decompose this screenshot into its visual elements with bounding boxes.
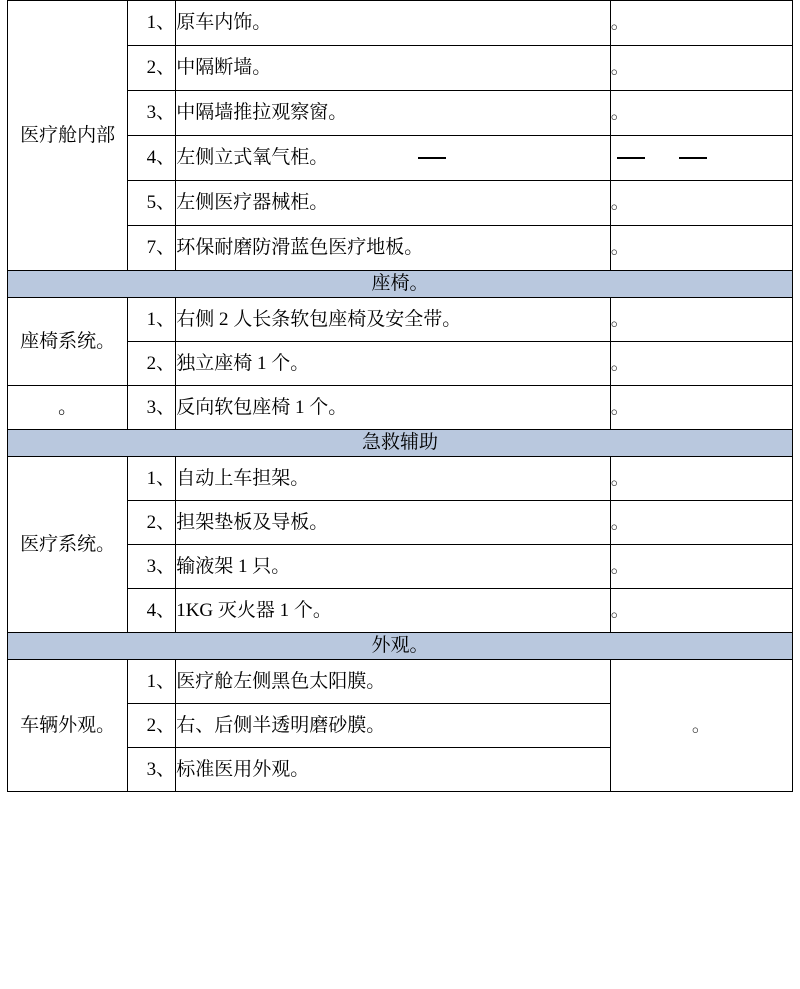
row-note: 。: [610, 91, 792, 136]
table-row: [8, 386, 793, 430]
table-row: [8, 1, 793, 46]
row-note: 。: [610, 342, 792, 386]
section-header-row-first-aid: [8, 430, 793, 457]
row-item: 原车内饰。: [176, 1, 611, 46]
row-item: 左侧立式氧气柜。: [176, 147, 329, 169]
row-note: 。: [610, 545, 792, 589]
row-note: 。: [610, 46, 792, 91]
category-cell-medical-system: [8, 457, 128, 633]
row-number: 2、: [128, 46, 176, 91]
row-note: 。: [610, 501, 792, 545]
row-number: 1、: [128, 457, 176, 501]
row-note: 。: [610, 660, 792, 792]
category-label: 座椅系统。: [20, 330, 116, 352]
row-note: 。: [610, 226, 792, 271]
category-label: 医疗舱内部: [20, 124, 116, 146]
row-note: 。: [610, 589, 792, 633]
section-title: 座椅。: [8, 271, 793, 298]
row-item: 医疗舱左侧黑色太阳膜。: [176, 660, 611, 704]
category-cell-empty: 。: [8, 386, 128, 430]
row-number: 3、: [128, 386, 176, 430]
row-number: 3、: [128, 748, 176, 792]
row-item: 环保耐磨防滑蓝色医疗地板。: [176, 226, 611, 271]
row-note: 。: [610, 1, 792, 46]
row-item: 右侧 2 人长条软包座椅及安全带。: [176, 298, 611, 342]
row-item: 担架垫板及导板。: [176, 501, 611, 545]
dash-mark: [418, 157, 446, 159]
row-number: 1、: [128, 1, 176, 46]
category-cell-medical-cabin: [8, 1, 128, 271]
row-number: 2、: [128, 704, 176, 748]
spec-table: [7, 0, 793, 792]
section-header-row-seats: [8, 271, 793, 298]
table-row: [8, 298, 793, 342]
row-item: 1KG 灭火器 1 个。: [176, 589, 611, 633]
section-title: 急救辅助: [8, 430, 793, 457]
row-note-dashes: [610, 136, 792, 181]
category-cell-seat-system: [8, 298, 128, 386]
row-item: 右、后侧半透明磨砂膜。: [176, 704, 611, 748]
section-title: 外观。: [8, 633, 793, 660]
row-item: 自动上车担架。: [176, 457, 611, 501]
row-number: 1、: [128, 660, 176, 704]
row-item-with-dash: [176, 136, 611, 181]
row-item: 反向软包座椅 1 个。: [176, 386, 611, 430]
row-number: 7、: [128, 226, 176, 271]
row-number: 5、: [128, 181, 176, 226]
row-number: 3、: [128, 91, 176, 136]
row-item: 中隔断墙。: [176, 46, 611, 91]
table-row: [8, 660, 793, 704]
category-label: 车辆外观。: [20, 714, 116, 736]
row-number: 2、: [128, 501, 176, 545]
row-item: 标准医用外观。: [176, 748, 611, 792]
row-note: 。: [610, 386, 792, 430]
category-cell-vehicle-appearance: [8, 660, 128, 792]
row-note: 。: [610, 457, 792, 501]
row-number: 4、: [128, 136, 176, 181]
row-note: 。: [610, 298, 792, 342]
row-number: 1、: [128, 298, 176, 342]
table-row: [8, 457, 793, 501]
row-item: 中隔墙推拉观察窗。: [176, 91, 611, 136]
row-number: 4、: [128, 589, 176, 633]
row-item: 输液架 1 只。: [176, 545, 611, 589]
row-note: 。: [610, 181, 792, 226]
row-number: 3、: [128, 545, 176, 589]
row-item: 独立座椅 1 个。: [176, 342, 611, 386]
row-item: 左侧医疗器械柜。: [176, 181, 611, 226]
section-header-row-appearance: [8, 633, 793, 660]
dash-mark: [679, 157, 707, 159]
category-label: 医疗系统。: [20, 533, 116, 555]
row-number: 2、: [128, 342, 176, 386]
dash-mark: [617, 157, 645, 159]
